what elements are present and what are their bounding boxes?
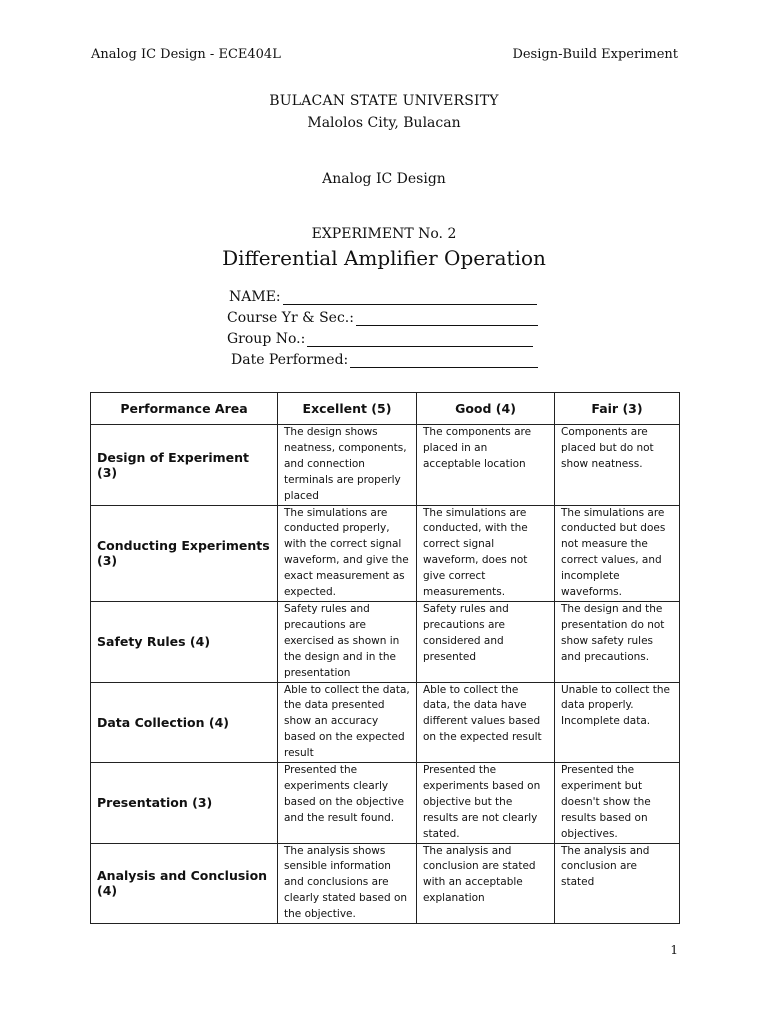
header-course-code: Analog IC Design - ECE404L <box>91 47 281 62</box>
performance-area-cell: Design of Experiment (3) <box>91 425 278 506</box>
rubric-table <box>90 392 680 924</box>
fair-cell: The design and the presentation do not show safety rules and precautions. <box>555 601 680 682</box>
good-cell: The components are placed in an acceptable location <box>417 425 555 506</box>
course-section-field <box>227 310 538 326</box>
header-excellent: Excellent (5) <box>278 393 417 425</box>
excellent-cell: The analysis shows sensible information and conclusions are clearly stated based on the objective. <box>278 843 417 924</box>
table-row <box>91 505 680 601</box>
date-performed-label: Date Performed: <box>231 352 349 368</box>
excellent-cell: Able to collect the data, the data presented show an accuracy based on the expected result <box>278 682 417 763</box>
table-row <box>91 682 680 763</box>
course-section-blank-line[interactable] <box>356 311 538 326</box>
course-section-label: Course Yr & Sec.: <box>227 310 354 326</box>
good-cell: Safety rules and precautions are considered and presented <box>417 601 555 682</box>
performance-area-cell: Analysis and Conclusion (4) <box>91 843 278 924</box>
excellent-cell: The simulations are conducted properly, with the correct signal waveform, and give the exact measurement as expected. <box>278 505 417 601</box>
date-performed-field <box>231 352 538 368</box>
fair-cell: Unable to collect the data properly. Incomplete data. <box>555 682 680 763</box>
name-field <box>229 289 537 305</box>
header-good: Good (4) <box>417 393 555 425</box>
excellent-cell: The design shows neatness, components, and connection terminals are properly placed <box>278 425 417 506</box>
page-number: 1 <box>670 943 678 957</box>
fair-cell: The analysis and conclusion are stated <box>555 843 680 924</box>
good-cell: Able to collect the data, the data have different values based on the expected result <box>417 682 555 763</box>
fair-cell: Presented the experiment but doesn't show the results based on objectives. <box>555 763 680 844</box>
performance-area-cell: Safety Rules (4) <box>91 601 278 682</box>
header-performance-area: Performance Area <box>91 393 278 425</box>
header-experiment-type: Design-Build Experiment <box>512 47 678 62</box>
fair-cell: The simulations are conducted but does not measure the correct values, and incomplete waveforms. <box>555 505 680 601</box>
good-cell: The analysis and conclusion are stated with an acceptable explanation <box>417 843 555 924</box>
table-row <box>91 763 680 844</box>
name-blank-line[interactable] <box>283 290 537 305</box>
table-row <box>91 843 680 924</box>
name-label: NAME: <box>229 289 281 305</box>
excellent-cell: Safety rules and precautions are exercised as shown in the design and in the presentation <box>278 601 417 682</box>
performance-area-cell: Conducting Experiments (3) <box>91 505 278 601</box>
experiment-number: EXPERIMENT No. 2 <box>311 226 457 242</box>
performance-area-cell: Presentation (3) <box>91 763 278 844</box>
header-fair: Fair (3) <box>555 393 680 425</box>
date-performed-blank-line[interactable] <box>350 353 538 368</box>
good-cell: The simulations are conducted, with the correct signal waveform, does not give correct measurements. <box>417 505 555 601</box>
group-no-label: Group No.: <box>227 331 306 347</box>
rubric-header-row <box>91 393 680 425</box>
university-name: BULACAN STATE UNIVERSITY <box>269 93 499 109</box>
experiment-title: Differential Amplifier Operation <box>222 246 546 270</box>
fair-cell: Components are placed but do not show neatness. <box>555 425 680 506</box>
excellent-cell: Presented the experiments clearly based on the objective and the result found. <box>278 763 417 844</box>
table-row <box>91 425 680 506</box>
good-cell: Presented the experiments based on objective but the results are not clearly stated. <box>417 763 555 844</box>
group-no-field <box>227 331 533 347</box>
performance-area-cell: Data Collection (4) <box>91 682 278 763</box>
university-city: Malolos City, Bulacan <box>307 115 461 131</box>
group-no-blank-line[interactable] <box>307 332 533 347</box>
table-row <box>91 601 680 682</box>
course-title: Analog IC Design <box>322 171 446 187</box>
